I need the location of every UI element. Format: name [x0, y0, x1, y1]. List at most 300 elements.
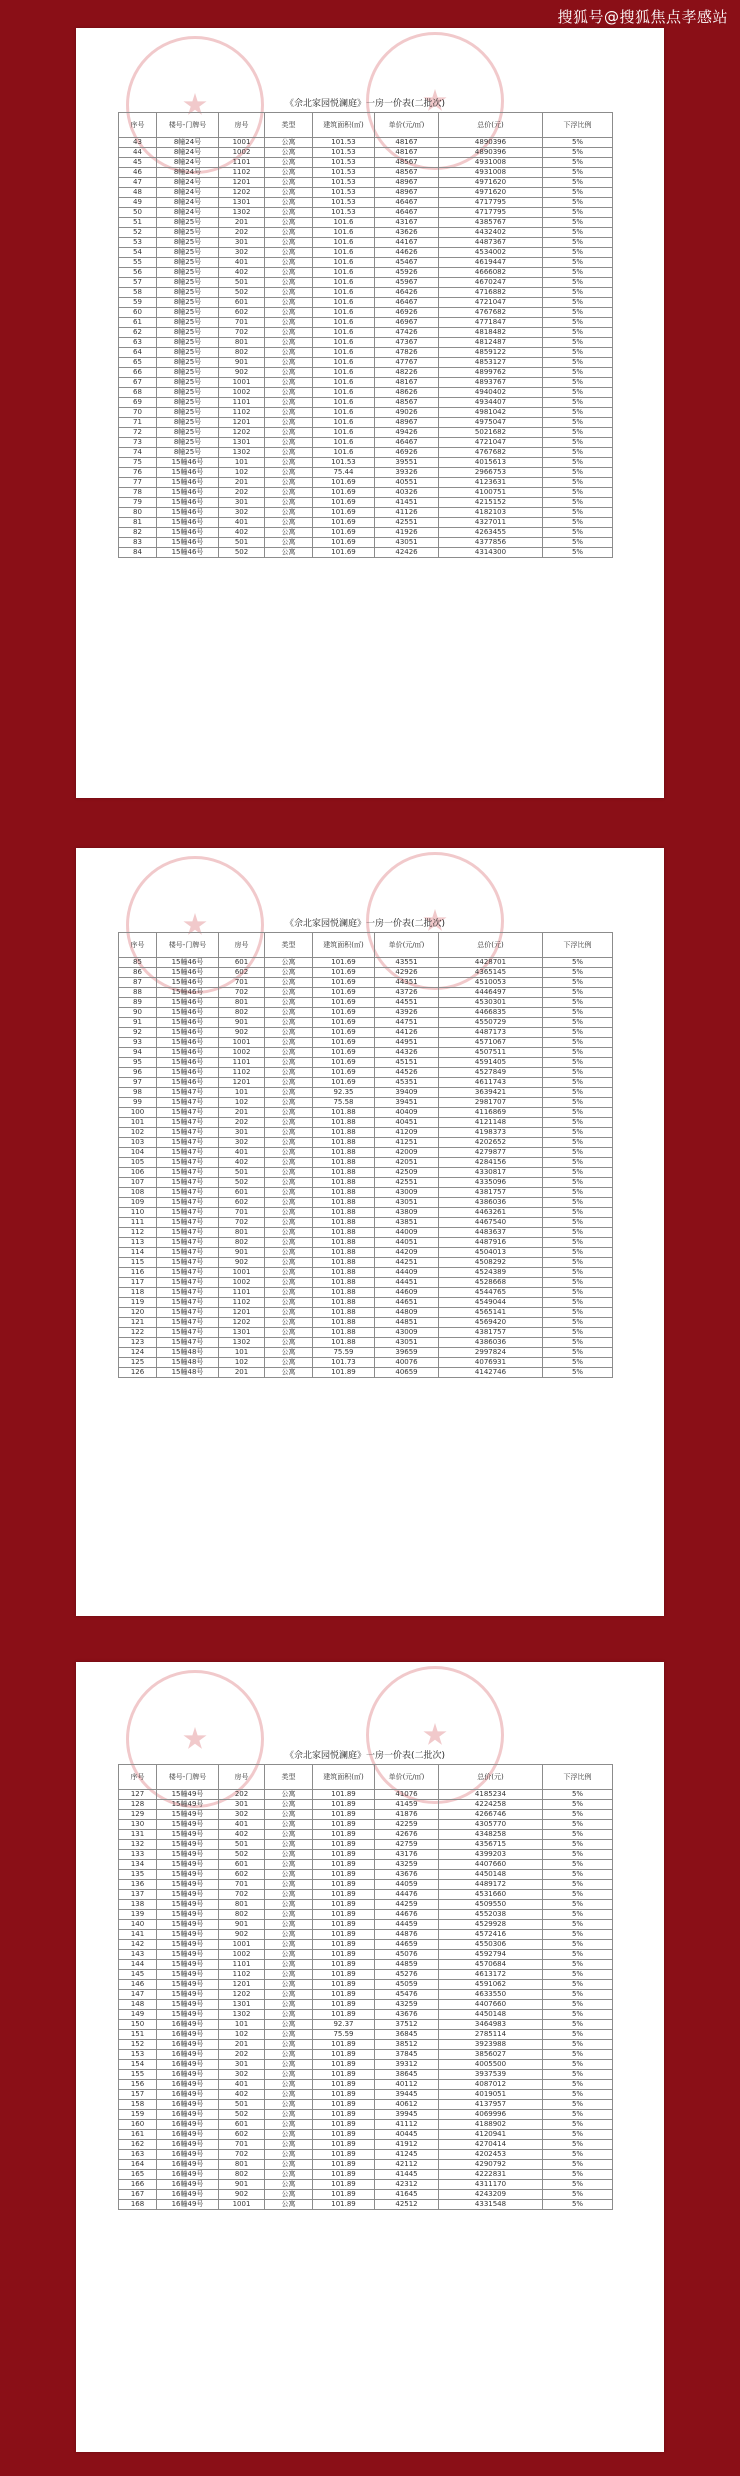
cell-area: 101.88: [313, 1318, 375, 1328]
cell-type: 公寓: [265, 198, 313, 208]
cell-type: 公寓: [265, 508, 313, 518]
cell-room: 602: [219, 1870, 265, 1880]
cell-area: 101.89: [313, 1910, 375, 1920]
cell-unit-price: 42512: [375, 2200, 439, 2210]
cell-type: 公寓: [265, 1248, 313, 1258]
cell-unit-price: 41645: [375, 2190, 439, 2200]
cell-discount: 5%: [543, 2140, 613, 2150]
cell-total-price: 4971620: [439, 188, 543, 198]
cell-unit-price: 40409: [375, 1108, 439, 1118]
cell-discount: 5%: [543, 1890, 613, 1900]
price-table: [118, 1764, 613, 2210]
cell-unit-price: 44609: [375, 1288, 439, 1298]
cell-total-price: 4142746: [439, 1368, 543, 1378]
cell-total-price: 4487367: [439, 238, 543, 248]
cell-seq: 72: [119, 428, 157, 438]
cell-seq: 116: [119, 1268, 157, 1278]
cell-building: 8幢25号: [157, 298, 219, 308]
cell-type: 公寓: [265, 438, 313, 448]
table-row: [119, 178, 613, 188]
cell-room: 1202: [219, 1318, 265, 1328]
cell-unit-price: 40612: [375, 2100, 439, 2110]
cell-unit-price: 45276: [375, 1970, 439, 1980]
cell-room: 1101: [219, 1058, 265, 1068]
table-row: [119, 328, 613, 338]
cell-unit-price: 41076: [375, 1790, 439, 1800]
table-row: [119, 1880, 613, 1890]
table-row: [119, 428, 613, 438]
cell-area: 101.6: [313, 418, 375, 428]
cell-type: 公寓: [265, 1950, 313, 1960]
cell-area: 101.6: [313, 408, 375, 418]
cell-building: 15幢49号: [157, 1920, 219, 1930]
table-header-row: [119, 933, 613, 958]
column-header: 类型: [265, 113, 313, 138]
cell-area: 101.6: [313, 308, 375, 318]
cell-room: 1201: [219, 1308, 265, 1318]
cell-room: 1201: [219, 1980, 265, 1990]
table-row: [119, 378, 613, 388]
cell-building: 15幢49号: [157, 1810, 219, 1820]
cell-seq: 74: [119, 448, 157, 458]
cell-room: 101: [219, 458, 265, 468]
cell-seq: 163: [119, 2150, 157, 2160]
cell-area: 101.69: [313, 1038, 375, 1048]
cell-building: 16幢49号: [157, 2150, 219, 2160]
cell-unit-price: 48967: [375, 178, 439, 188]
cell-total-price: 4633550: [439, 1990, 543, 2000]
cell-total-price: 4365145: [439, 968, 543, 978]
cell-unit-price: 45467: [375, 258, 439, 268]
cell-discount: 5%: [543, 998, 613, 1008]
cell-area: 101.69: [313, 998, 375, 1008]
cell-room: 502: [219, 548, 265, 558]
cell-area: 101.89: [313, 2190, 375, 2200]
cell-discount: 5%: [543, 138, 613, 148]
cell-seq: 128: [119, 1800, 157, 1810]
cell-unit-price: 44951: [375, 1038, 439, 1048]
cell-building: 8幢24号: [157, 198, 219, 208]
cell-seq: 126: [119, 1368, 157, 1378]
cell-type: 公寓: [265, 1178, 313, 1188]
cell-room: 701: [219, 318, 265, 328]
cell-area: 101.89: [313, 2150, 375, 2160]
cell-building: 8幢25号: [157, 328, 219, 338]
cell-room: 1302: [219, 208, 265, 218]
cell-room: 1001: [219, 378, 265, 388]
table-row: [119, 1108, 613, 1118]
table-row: [119, 2120, 613, 2130]
table-row: [119, 238, 613, 248]
cell-type: 公寓: [265, 1268, 313, 1278]
cell-discount: 5%: [543, 1328, 613, 1338]
cell-type: 公寓: [265, 2140, 313, 2150]
cell-unit-price: 39409: [375, 1088, 439, 1098]
cell-area: 101.6: [313, 258, 375, 268]
cell-type: 公寓: [265, 218, 313, 228]
cell-area: 101.89: [313, 2070, 375, 2080]
cell-area: 75.44: [313, 468, 375, 478]
cell-building: 8幢24号: [157, 158, 219, 168]
table-row: [119, 1168, 613, 1178]
cell-total-price: 4185234: [439, 1790, 543, 1800]
cell-building: 8幢25号: [157, 288, 219, 298]
cell-area: 101.53: [313, 158, 375, 168]
cell-room: 501: [219, 1840, 265, 1850]
cell-total-price: 4670247: [439, 278, 543, 288]
cell-discount: 5%: [543, 1188, 613, 1198]
cell-building: 16幢49号: [157, 2130, 219, 2140]
cell-building: 15幢49号: [157, 1790, 219, 1800]
cell-building: 15幢47号: [157, 1258, 219, 1268]
cell-room: 602: [219, 308, 265, 318]
cell-room: 902: [219, 1930, 265, 1940]
cell-building: 15幢46号: [157, 958, 219, 968]
cell-room: 601: [219, 958, 265, 968]
cell-total-price: 4721047: [439, 298, 543, 308]
cell-type: 公寓: [265, 2030, 313, 2040]
cell-total-price: 4571067: [439, 1038, 543, 1048]
cell-room: 701: [219, 978, 265, 988]
cell-unit-price: 44659: [375, 1940, 439, 1950]
cell-discount: 5%: [543, 398, 613, 408]
cell-building: 8幢25号: [157, 448, 219, 458]
cell-room: 702: [219, 2150, 265, 2160]
table-row: [119, 2000, 613, 2010]
cell-building: 15幢49号: [157, 1940, 219, 1950]
cell-unit-price: 41459: [375, 1800, 439, 1810]
cell-discount: 5%: [543, 1910, 613, 1920]
cell-total-price: 4385767: [439, 218, 543, 228]
cell-discount: 5%: [543, 528, 613, 538]
cell-room: 501: [219, 2100, 265, 2110]
cell-seq: 55: [119, 258, 157, 268]
cell-seq: 130: [119, 1820, 157, 1830]
cell-unit-price: 41209: [375, 1128, 439, 1138]
cell-unit-price: 44459: [375, 1920, 439, 1930]
cell-seq: 160: [119, 2120, 157, 2130]
cell-type: 公寓: [265, 188, 313, 198]
cell-room: 502: [219, 1178, 265, 1188]
cell-room: 401: [219, 518, 265, 528]
cell-type: 公寓: [265, 1168, 313, 1178]
table-row: [119, 1820, 613, 1830]
cell-area: 101.89: [313, 1830, 375, 1840]
table-row: [119, 1358, 613, 1368]
column-header: 建筑面积(㎡): [313, 113, 375, 138]
cell-type: 公寓: [265, 318, 313, 328]
cell-unit-price: 44009: [375, 1228, 439, 1238]
cell-type: 公寓: [265, 458, 313, 468]
cell-area: 101.88: [313, 1158, 375, 1168]
cell-building: 15幢47号: [157, 1238, 219, 1248]
cell-total-price: 4466835: [439, 1008, 543, 1018]
cell-building: 16幢49号: [157, 2200, 219, 2210]
cell-unit-price: 42551: [375, 1178, 439, 1188]
cell-room: 801: [219, 338, 265, 348]
cell-type: 公寓: [265, 2020, 313, 2030]
cell-seq: 165: [119, 2170, 157, 2180]
table-row: [119, 1098, 613, 1108]
table-row: [119, 518, 613, 528]
cell-total-price: 4069996: [439, 2110, 543, 2120]
cell-total-price: 4137957: [439, 2100, 543, 2110]
cell-type: 公寓: [265, 2050, 313, 2060]
cell-type: 公寓: [265, 2080, 313, 2090]
cell-seq: 158: [119, 2100, 157, 2110]
cell-building: 15幢47号: [157, 1268, 219, 1278]
cell-unit-price: 46467: [375, 298, 439, 308]
cell-total-price: 4818482: [439, 328, 543, 338]
cell-building: 16幢49号: [157, 2090, 219, 2100]
cell-building: 15幢49号: [157, 1840, 219, 1850]
cell-seq: 49: [119, 198, 157, 208]
cell-total-price: 4508292: [439, 1258, 543, 1268]
cell-unit-price: 44651: [375, 1298, 439, 1308]
cell-room: 202: [219, 228, 265, 238]
cell-type: 公寓: [265, 168, 313, 178]
price-table: [118, 932, 613, 1378]
cell-discount: 5%: [543, 1198, 613, 1208]
cell-type: 公寓: [265, 998, 313, 1008]
cell-seq: 166: [119, 2180, 157, 2190]
table-row: [119, 258, 613, 268]
cell-discount: 5%: [543, 2090, 613, 2100]
cell-area: 101.88: [313, 1178, 375, 1188]
cell-discount: 5%: [543, 1830, 613, 1840]
cell-discount: 5%: [543, 1308, 613, 1318]
cell-type: 公寓: [265, 1118, 313, 1128]
table-row: [119, 1128, 613, 1138]
cell-seq: 154: [119, 2060, 157, 2070]
cell-area: 101.88: [313, 1328, 375, 1338]
cell-unit-price: 43051: [375, 538, 439, 548]
cell-type: 公寓: [265, 498, 313, 508]
cell-room: 1301: [219, 198, 265, 208]
cell-seq: 95: [119, 1058, 157, 1068]
cell-area: 101.69: [313, 978, 375, 988]
cell-area: 101.88: [313, 1288, 375, 1298]
table-row: [119, 188, 613, 198]
cell-area: 101.89: [313, 1368, 375, 1378]
cell-unit-price: 45926: [375, 268, 439, 278]
cell-room: 1201: [219, 178, 265, 188]
cell-room: 601: [219, 298, 265, 308]
cell-total-price: 4327011: [439, 518, 543, 528]
cell-area: 101.88: [313, 1278, 375, 1288]
table-row: [119, 1048, 613, 1058]
cell-unit-price: 45476: [375, 1990, 439, 2000]
cell-building: 8幢25号: [157, 268, 219, 278]
cell-seq: 69: [119, 398, 157, 408]
cell-unit-price: 45059: [375, 1980, 439, 1990]
cell-room: 1301: [219, 438, 265, 448]
cell-room: 1202: [219, 188, 265, 198]
table-row: [119, 1078, 613, 1088]
cell-type: 公寓: [265, 488, 313, 498]
cell-building: 15幢46号: [157, 1028, 219, 1038]
cell-building: 8幢25号: [157, 308, 219, 318]
cell-unit-price: 42926: [375, 968, 439, 978]
cell-type: 公寓: [265, 2110, 313, 2120]
cell-area: 101.6: [313, 348, 375, 358]
column-header: 总价(元): [439, 113, 543, 138]
cell-unit-price: 43167: [375, 218, 439, 228]
cell-room: 501: [219, 278, 265, 288]
cell-type: 公寓: [265, 1790, 313, 1800]
document-page-1: [76, 28, 664, 798]
cell-unit-price: 44526: [375, 1068, 439, 1078]
cell-unit-price: 48567: [375, 168, 439, 178]
cell-seq: 137: [119, 1890, 157, 1900]
cell-seq: 131: [119, 1830, 157, 1840]
cell-unit-price: 49426: [375, 428, 439, 438]
table-row: [119, 368, 613, 378]
cell-area: 101.69: [313, 488, 375, 498]
cell-unit-price: 47826: [375, 348, 439, 358]
cell-type: 公寓: [265, 1990, 313, 2000]
cell-discount: 5%: [543, 1880, 613, 1890]
cell-building: 15幢46号: [157, 1048, 219, 1058]
cell-discount: 5%: [543, 448, 613, 458]
table-row: [119, 318, 613, 328]
cell-room: 101: [219, 2020, 265, 2030]
table-row: [119, 548, 613, 558]
cell-room: 601: [219, 2120, 265, 2130]
cell-unit-price: 44251: [375, 1258, 439, 1268]
table-row: [119, 498, 613, 508]
cell-building: 15幢47号: [157, 1288, 219, 1298]
cell-unit-price: 44551: [375, 998, 439, 1008]
cell-building: 15幢48号: [157, 1348, 219, 1358]
cell-type: 公寓: [265, 518, 313, 528]
cell-discount: 5%: [543, 408, 613, 418]
cell-seq: 168: [119, 2200, 157, 2210]
cell-area: 101.69: [313, 548, 375, 558]
cell-discount: 5%: [543, 1268, 613, 1278]
cell-seq: 59: [119, 298, 157, 308]
cell-room: 401: [219, 1148, 265, 1158]
cell-building: 15幢46号: [157, 968, 219, 978]
cell-unit-price: 46467: [375, 198, 439, 208]
cell-type: 公寓: [265, 2160, 313, 2170]
table-row: [119, 1008, 613, 1018]
cell-type: 公寓: [265, 2070, 313, 2080]
cell-building: 15幢46号: [157, 488, 219, 498]
cell-area: 101.6: [313, 318, 375, 328]
table-row: [119, 218, 613, 228]
cell-room: 501: [219, 1168, 265, 1178]
cell-total-price: 4717795: [439, 198, 543, 208]
table-row: [119, 2040, 613, 2050]
cell-building: 8幢25号: [157, 318, 219, 328]
cell-area: 101.89: [313, 1940, 375, 1950]
cell-unit-price: 41112: [375, 2120, 439, 2130]
table-row: [119, 1158, 613, 1168]
cell-type: 公寓: [265, 1078, 313, 1088]
cell-type: 公寓: [265, 2010, 313, 2020]
cell-room: 402: [219, 2090, 265, 2100]
cell-discount: 5%: [543, 1900, 613, 1910]
cell-area: 101.69: [313, 1018, 375, 1028]
cell-unit-price: 43551: [375, 958, 439, 968]
cell-total-price: 4975047: [439, 418, 543, 428]
table-row: [119, 1950, 613, 1960]
cell-building: 16幢49号: [157, 2030, 219, 2040]
cell-discount: 5%: [543, 1800, 613, 1810]
cell-total-price: 4381757: [439, 1328, 543, 1338]
cell-seq: 80: [119, 508, 157, 518]
cell-room: 801: [219, 1900, 265, 1910]
cell-area: 101.89: [313, 1990, 375, 2000]
cell-room: 102: [219, 1098, 265, 1108]
table-row: [119, 508, 613, 518]
cell-total-price: 4330817: [439, 1168, 543, 1178]
cell-discount: 5%: [543, 2160, 613, 2170]
cell-total-price: 4381757: [439, 1188, 543, 1198]
cell-seq: 88: [119, 988, 157, 998]
cell-area: 101.73: [313, 1358, 375, 1368]
cell-room: 1302: [219, 448, 265, 458]
cell-seq: 140: [119, 1920, 157, 1930]
cell-building: 16幢49号: [157, 2040, 219, 2050]
cell-type: 公寓: [265, 1158, 313, 1168]
cell-unit-price: 38645: [375, 2070, 439, 2080]
table-row: [119, 1188, 613, 1198]
cell-area: 101.69: [313, 1048, 375, 1058]
cell-total-price: 4432402: [439, 228, 543, 238]
cell-seq: 149: [119, 2010, 157, 2020]
cell-area: 101.6: [313, 438, 375, 448]
cell-total-price: 2785114: [439, 2030, 543, 2040]
cell-building: 8幢25号: [157, 428, 219, 438]
cell-unit-price: 42759: [375, 1840, 439, 1850]
cell-seq: 127: [119, 1790, 157, 1800]
cell-discount: 5%: [543, 288, 613, 298]
cell-area: 101.69: [313, 1028, 375, 1038]
cell-seq: 119: [119, 1298, 157, 1308]
cell-room: 802: [219, 348, 265, 358]
cell-discount: 5%: [543, 1148, 613, 1158]
cell-building: 15幢47号: [157, 1118, 219, 1128]
cell-unit-price: 46467: [375, 438, 439, 448]
cell-type: 公寓: [265, 1980, 313, 1990]
table-row: [119, 2010, 613, 2020]
cell-room: 502: [219, 2110, 265, 2120]
cell-unit-price: 40551: [375, 478, 439, 488]
cell-building: 8幢25号: [157, 438, 219, 448]
cell-type: 公寓: [265, 1068, 313, 1078]
table-row: [119, 528, 613, 538]
cell-discount: 5%: [543, 1168, 613, 1178]
cell-seq: 146: [119, 1980, 157, 1990]
cell-building: 15幢49号: [157, 1910, 219, 1920]
cell-discount: 5%: [543, 1850, 613, 1860]
cell-building: 8幢25号: [157, 228, 219, 238]
cell-seq: 82: [119, 528, 157, 538]
cell-building: 15幢46号: [157, 518, 219, 528]
cell-area: 101.88: [313, 1188, 375, 1198]
cell-room: 1102: [219, 1298, 265, 1308]
price-table-section: [118, 98, 612, 558]
cell-type: 公寓: [265, 1308, 313, 1318]
table-title: 《佘北家园悦澜庭》一房一价表(二批次): [284, 1751, 446, 1761]
cell-type: 公寓: [265, 1850, 313, 1860]
cell-area: 101.89: [313, 2080, 375, 2090]
cell-type: 公寓: [265, 1910, 313, 1920]
cell-room: 1002: [219, 1950, 265, 1960]
cell-discount: 5%: [543, 2050, 613, 2060]
